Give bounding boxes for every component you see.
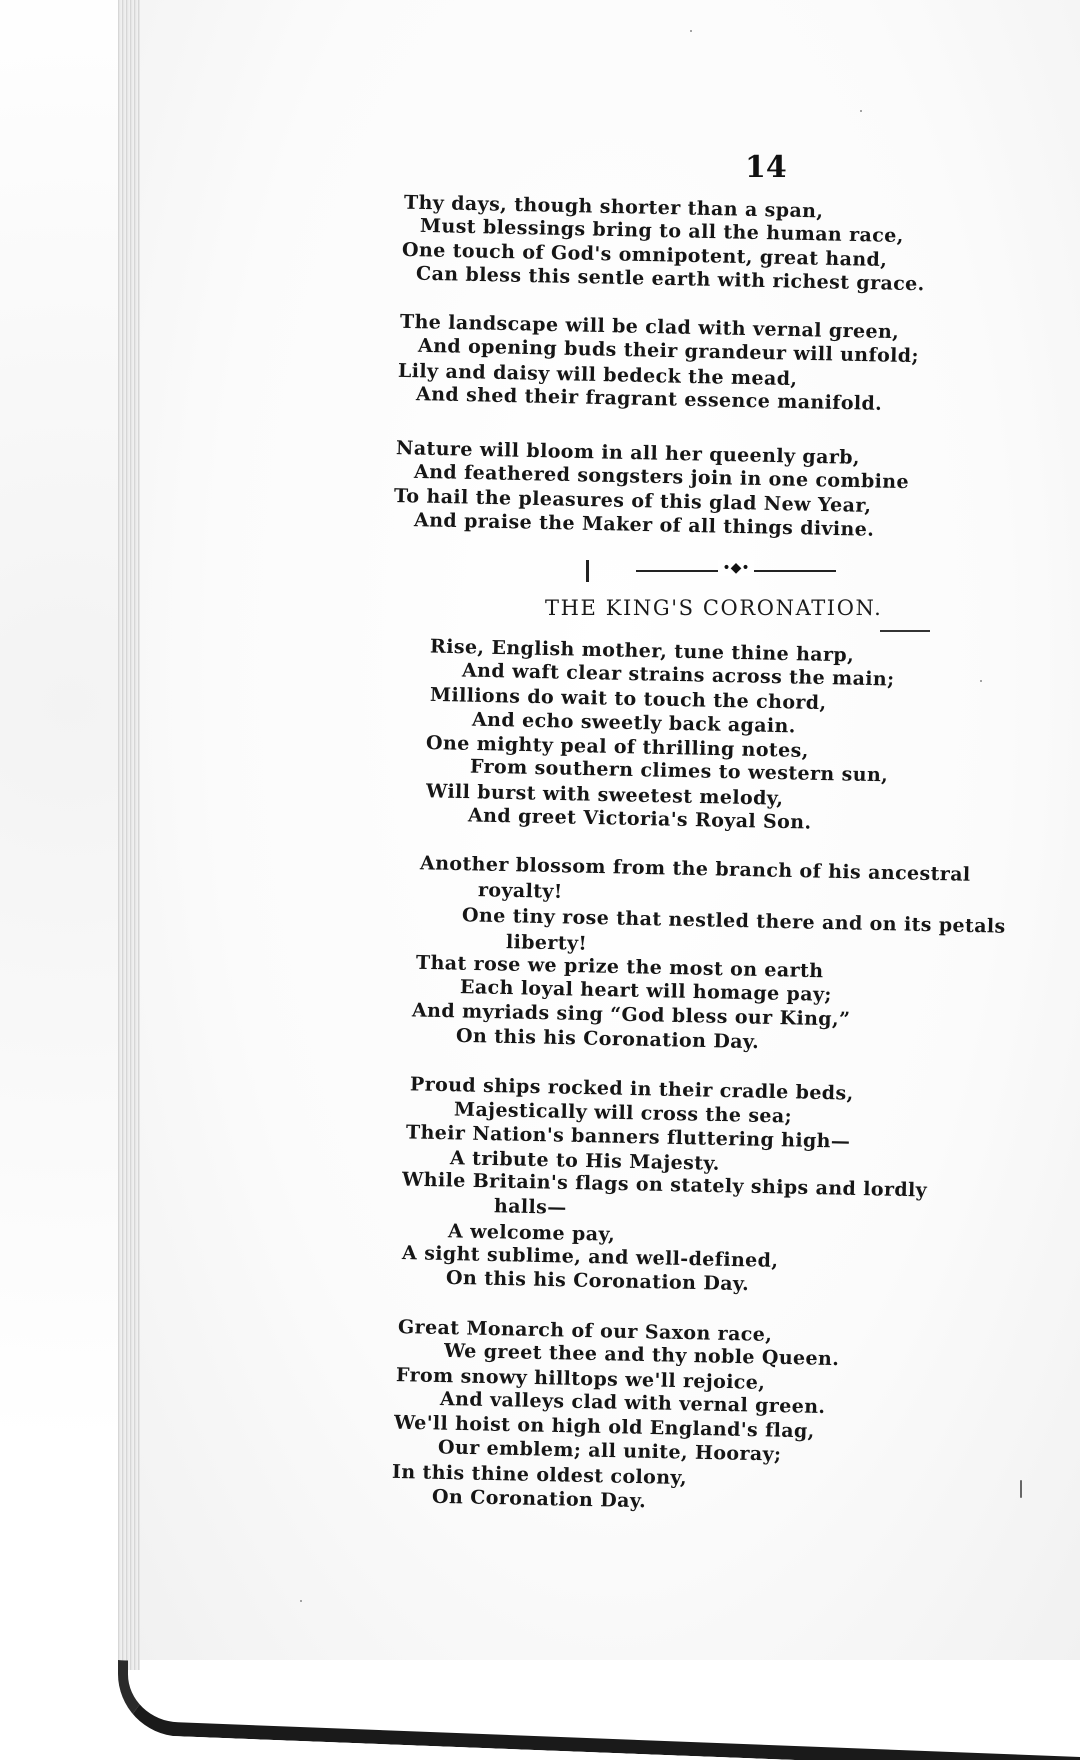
verse-line: One mighty peal of thrilling notes, [425, 731, 809, 763]
verse-line: A tribute to His Majesty. [449, 1147, 720, 1175]
divider-tick [586, 560, 589, 582]
verse-line: And waft clear strains across the main; [461, 659, 895, 691]
verse-line: And myriads sing “God bless our King,” [411, 999, 851, 1031]
book-bottom-edge [118, 1660, 1080, 1760]
verse-line: The landscape will be clad with vernal green, [399, 310, 900, 344]
verse-line: Each loyal heart will homage pay; [459, 976, 833, 1006]
page-stack-edge [118, 0, 140, 1670]
verse-line: On Coronation Day. [431, 1485, 647, 1513]
divider-ornament-icon: •◆• [718, 560, 754, 576]
verse-line: And opening buds their grandeur will unfold; [417, 334, 920, 368]
poem-title: THE KING'S CORONATION. [545, 596, 883, 620]
verse-line: One tiny rose that nestled there and on its petals [461, 904, 1006, 938]
verse-line: On this his Coronation Day. [455, 1024, 760, 1054]
verse-line: While Britain's flags on stately ships and lordly [401, 1168, 928, 1202]
verse-line: That rose we prize the most on earth [415, 951, 824, 983]
scan-speck [300, 1600, 302, 1602]
scan-speck [860, 110, 862, 112]
verse-line: And praise the Maker of all things divine. [413, 509, 875, 541]
verse-line: Thy days, though shorter than a span, [403, 191, 824, 223]
verse-line: A sight sublime, and well-defined, [401, 1242, 779, 1272]
verse-line: Our emblem; all unite, Hooray; [437, 1436, 782, 1466]
verse-line: From southern climes to western sun, [469, 755, 889, 787]
verse-line: We'll hoist on high old England's flag, [393, 1411, 815, 1443]
verse-line: Another blossom from the branch of his ancestral [419, 852, 971, 886]
verse-line: To hail the pleasures of this glad New Year, [393, 485, 872, 517]
verse-line: And echo sweetly back again. [471, 708, 796, 738]
verse-line: On this his Coronation Day. [445, 1266, 750, 1296]
scan-speck [1020, 1480, 1022, 1498]
verse-line: And shed their fragrant essence manifold. [415, 383, 883, 415]
verse-line: Millions do wait to touch the chord, [429, 683, 827, 715]
verse-line: We greet thee and thy noble Queen. [443, 1339, 840, 1371]
verse-line: A welcome pay, [447, 1220, 616, 1246]
verse-line: royalty! [477, 879, 563, 903]
verse-line: And greet Victoria's Royal Son. [467, 804, 812, 834]
verse-line: In this thine oldest colony, [391, 1460, 688, 1490]
verse-line: From snowy hilltops we'll rejoice, [395, 1364, 766, 1394]
verse-line: Their Nation's banners fluttering high— [405, 1121, 851, 1153]
verse-line: Majestically will cross the sea; [453, 1098, 793, 1128]
verse-line: Great Monarch of our Saxon race, [397, 1316, 773, 1346]
verse-line: Must blessings bring to all the human race, [419, 214, 904, 248]
verse-line: halls— [493, 1195, 567, 1219]
verse-line: liberty! [505, 931, 588, 955]
verse-line: One touch of God's omnipotent, great hand, [401, 238, 888, 272]
verse-line: Nature will bloom in all her queenly garb, [395, 437, 861, 469]
book-cover-edge [0, 0, 118, 1760]
verse-line: Will burst with sweetest melody, [425, 780, 784, 810]
verse-line: Can bless this sentle earth with richest grace. [415, 262, 925, 296]
verse-line: Rise, English mother, tune thine harp, [429, 635, 855, 667]
verse-line: Lily and daisy will bedeck the mead, [397, 359, 798, 391]
verse-line: And feathered songsters join in one combine [413, 460, 910, 494]
scan-speck [980, 680, 982, 682]
scan-speck [690, 30, 692, 32]
title-underline [880, 630, 930, 632]
page-number: 14 [745, 150, 787, 185]
verse-line: Proud ships rocked in their cradle beds, [409, 1073, 854, 1105]
verse-line: And valleys clad with vernal green. [439, 1387, 826, 1419]
